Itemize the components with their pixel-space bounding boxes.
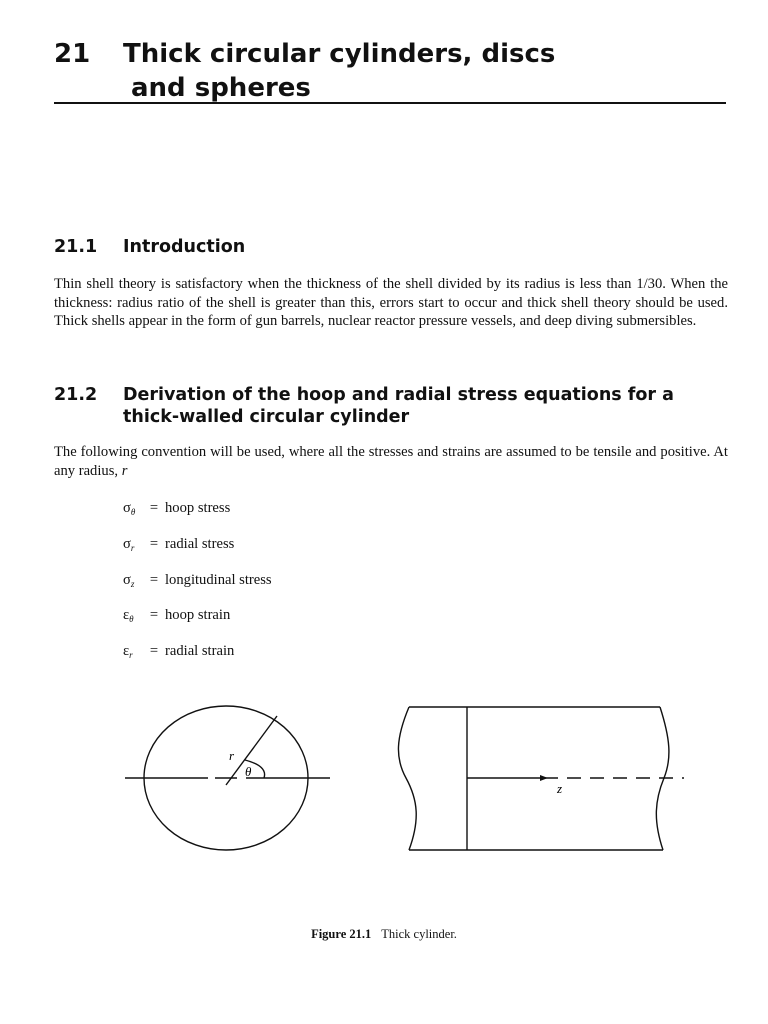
meaning: hoop stress bbox=[165, 500, 231, 516]
figure-caption-text: Thick cylinder. bbox=[381, 927, 457, 941]
symbol: $\sigma_r$ bbox=[123, 536, 135, 553]
symbol: $\varepsilon_\theta$ bbox=[123, 607, 134, 624]
section-number: 21.2 bbox=[54, 385, 98, 405]
symbol: $\sigma_z$ bbox=[123, 572, 135, 589]
symbol: $\sigma_\theta$ bbox=[123, 500, 136, 517]
convention-radial-stress: $\sigma_r$ = radial stress bbox=[123, 535, 234, 557]
figure-caption bbox=[0, 927, 768, 942]
convention-longitudinal-stress: $\sigma_z$ = longitudinal stress bbox=[123, 571, 272, 593]
introduction-paragraph: Thin shell theory is satisfactory when the thickness of the shell divided by its radius is less than 1/30. When the thickness: radius ratio of the shell is greater than this, errors start to occur and thick shell theory should be used. Thick shells appear in the form of gun barrels, nuclear reactor pressure vessels, and deep diving submersibles. bbox=[54, 276, 728, 330]
convention-intro-text: The following convention will be used, where all the stresses and strains are assumed to be tensile and positive. At any radius, bbox=[54, 444, 728, 479]
convention-paragraph bbox=[54, 443, 728, 480]
left-break-line bbox=[398, 707, 416, 850]
convention-hoop-stress: $\sigma_\theta$ = hoop stress bbox=[123, 499, 230, 521]
meaning: hoop strain bbox=[165, 607, 231, 623]
chapter-title-line1: Thick circular cylinders, discs bbox=[123, 39, 556, 69]
meaning: longitudinal stress bbox=[165, 572, 272, 588]
z-axis-label: z bbox=[557, 781, 563, 796]
thick-cylinder-figure bbox=[100, 690, 700, 870]
section-number: 21.1 bbox=[54, 237, 98, 257]
chapter-number: 21 bbox=[54, 39, 91, 69]
section-title: Derivation of the hoop and radial stress equations for a thick-walled circular cylinder bbox=[123, 385, 674, 427]
theta-label: θ bbox=[245, 764, 252, 779]
section-title: Introduction bbox=[123, 237, 246, 257]
convention-radial-strain: $\varepsilon_r$ = radial strain bbox=[123, 642, 234, 664]
radius-label: r bbox=[229, 748, 235, 763]
symbol: $\varepsilon_r$ bbox=[123, 643, 133, 660]
chapter-title-line2: and spheres bbox=[131, 73, 311, 103]
meaning: radial strain bbox=[165, 643, 235, 659]
cross-section-diagram bbox=[125, 706, 330, 850]
axis-arrowhead bbox=[540, 775, 548, 781]
convention-hoop-strain: $\varepsilon_\theta$ = hoop strain bbox=[123, 606, 230, 628]
meaning: radial stress bbox=[165, 536, 235, 552]
figure-caption-number: Figure 21.1 bbox=[311, 927, 372, 941]
radius-variable: r bbox=[121, 462, 128, 479]
chapter-title-rule bbox=[54, 102, 726, 104]
